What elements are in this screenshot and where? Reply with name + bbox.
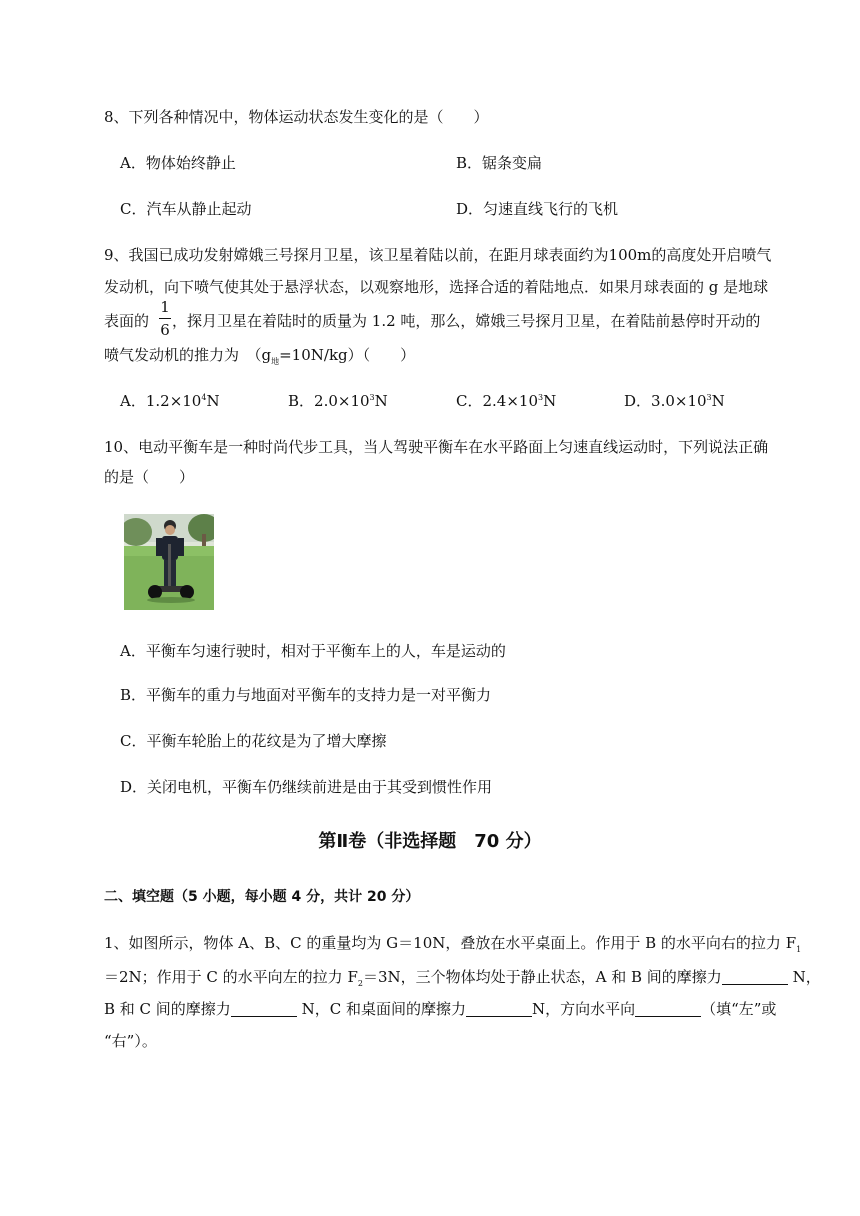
q8-option-d: D．匀速直线飞行的飞机 [456, 200, 619, 218]
q9-option-d [624, 390, 725, 412]
q10-line-2: 的是（ ） [104, 468, 195, 486]
q8-stem: 8、下列各种情况中，物体运动状态发生变化的是（ ） [104, 108, 489, 126]
fraction-bar [159, 318, 171, 319]
q9-option-b-base: B．2.0×10 [288, 392, 370, 410]
q9-option-c [456, 390, 556, 412]
q10-option-b: B．平衡车的重力与地面对平衡车的支持力是一对平衡力 [120, 686, 492, 704]
fill1-line-1-text: 1、如图所示，物体 A、B、C 的重量均为 G＝10N，叠放在水平桌面上。作用于 B 的水平向右的拉力 F [104, 934, 797, 952]
fill1-line-2-sub: 2 [357, 979, 363, 988]
q9-option-a [120, 390, 220, 412]
fill1-line-2-text-a: ＝2N；作用于 C 的水平向左的拉力 F [104, 968, 358, 986]
answer-blank-c-table-friction[interactable] [466, 1000, 532, 1017]
q8-option-b: B．锯条变扁 [456, 154, 543, 172]
q8-option-c: C．汽车从静止起动 [120, 200, 252, 218]
segway-rider-photo [124, 514, 214, 610]
segway-rider-illustration [124, 514, 214, 610]
fill1-line-2 [104, 966, 821, 988]
fraction-denominator: 6 [160, 321, 170, 339]
fill1-line-3-text-b: N，C 和桌面间的摩擦力 [296, 1000, 466, 1018]
q9-option-a-base: A．1.2×10 [120, 392, 202, 410]
fill1-line-1 [104, 932, 801, 954]
q9-option-b-exp: 3 [369, 393, 375, 402]
fill1-line-4: “右”）。 [104, 1032, 157, 1050]
q9-line-2: 发动机，向下喷气使其处于悬浮状态，以观察地形，选择合适的着陆地点．如果月球表面的 g 是地球 [104, 278, 769, 296]
q10-line-1: 10、电动平衡车是一种时尚代步工具，当人驾驶平衡车在水平路面上匀速直线运动时，下列说法正确 [104, 438, 769, 456]
q9-option-d-base: D．3.0×10 [624, 392, 707, 410]
q9-line-3a: 表面的 [104, 312, 150, 330]
section-2-heading: 二、填空题（5 小题，每小题 4 分，共计 20 分） [104, 889, 420, 905]
part-2-title: 第Ⅱ卷（非选择题 70 分） [318, 831, 542, 852]
q10-option-d: D．关闭电机，平衡车仍继续前进是由于其受到惯性作用 [120, 778, 493, 796]
fill1-line-2-text-b: ＝3N，三个物体均处于静止状态，A 和 B 间的摩擦力 [362, 968, 722, 986]
q9-line-4 [104, 344, 415, 366]
q10-option-c: C．平衡车轮胎上的花纹是为了增大摩擦 [120, 732, 387, 750]
q9-line-4b: =10N/kg）（ ） [279, 346, 416, 364]
q9-option-b [288, 390, 388, 412]
fill1-line-3-text-a: B 和 C 间的摩擦力 [104, 1000, 231, 1018]
fill1-line-3 [104, 998, 776, 1020]
fill1-line-1-sub: 1 [796, 945, 802, 954]
q9-option-d-unit: N [711, 392, 725, 410]
fill1-line-3-text-d: （填“左”或 [701, 1000, 777, 1018]
q9-option-d-exp: 3 [706, 393, 712, 402]
q9-line-4-sub: 地 [271, 357, 280, 366]
q9-option-b-unit: N [374, 392, 388, 410]
q10-option-a: A．平衡车匀速行驶时，相对于平衡车上的人，车是运动的 [120, 642, 506, 660]
q9-line-1: 9、我国已成功发射嫦娥三号探月卫星，该卫星着陆以前，在距月球表面约为100m的高度处开启喷气 [104, 246, 772, 264]
q9-option-c-base: C．2.4×10 [456, 392, 538, 410]
fraction-numerator: 1 [160, 298, 170, 316]
q9-line-3b: ，探月卫星在着陆时的质量为 1.2 吨，那么，嫦娥三号探月卫星，在着陆前悬停时开动的 [172, 312, 761, 330]
q9-option-c-unit: N [543, 392, 557, 410]
answer-blank-bc-friction[interactable] [231, 1000, 297, 1017]
q9-option-a-exp: 4 [201, 393, 207, 402]
q9-line-4a: 喷气发动机的推力为 （g [104, 346, 272, 364]
fill1-line-2-text-c: N， [787, 968, 821, 986]
q9-option-a-unit: N [206, 392, 220, 410]
fill1-line-3-text-c: N，方向水平向 [531, 1000, 636, 1018]
answer-blank-ab-friction[interactable] [722, 968, 788, 985]
q8-option-a: A．物体始终静止 [120, 154, 236, 172]
q9-option-c-exp: 3 [538, 393, 544, 402]
answer-blank-direction[interactable] [635, 1000, 701, 1017]
one-sixth-fraction [158, 298, 172, 339]
